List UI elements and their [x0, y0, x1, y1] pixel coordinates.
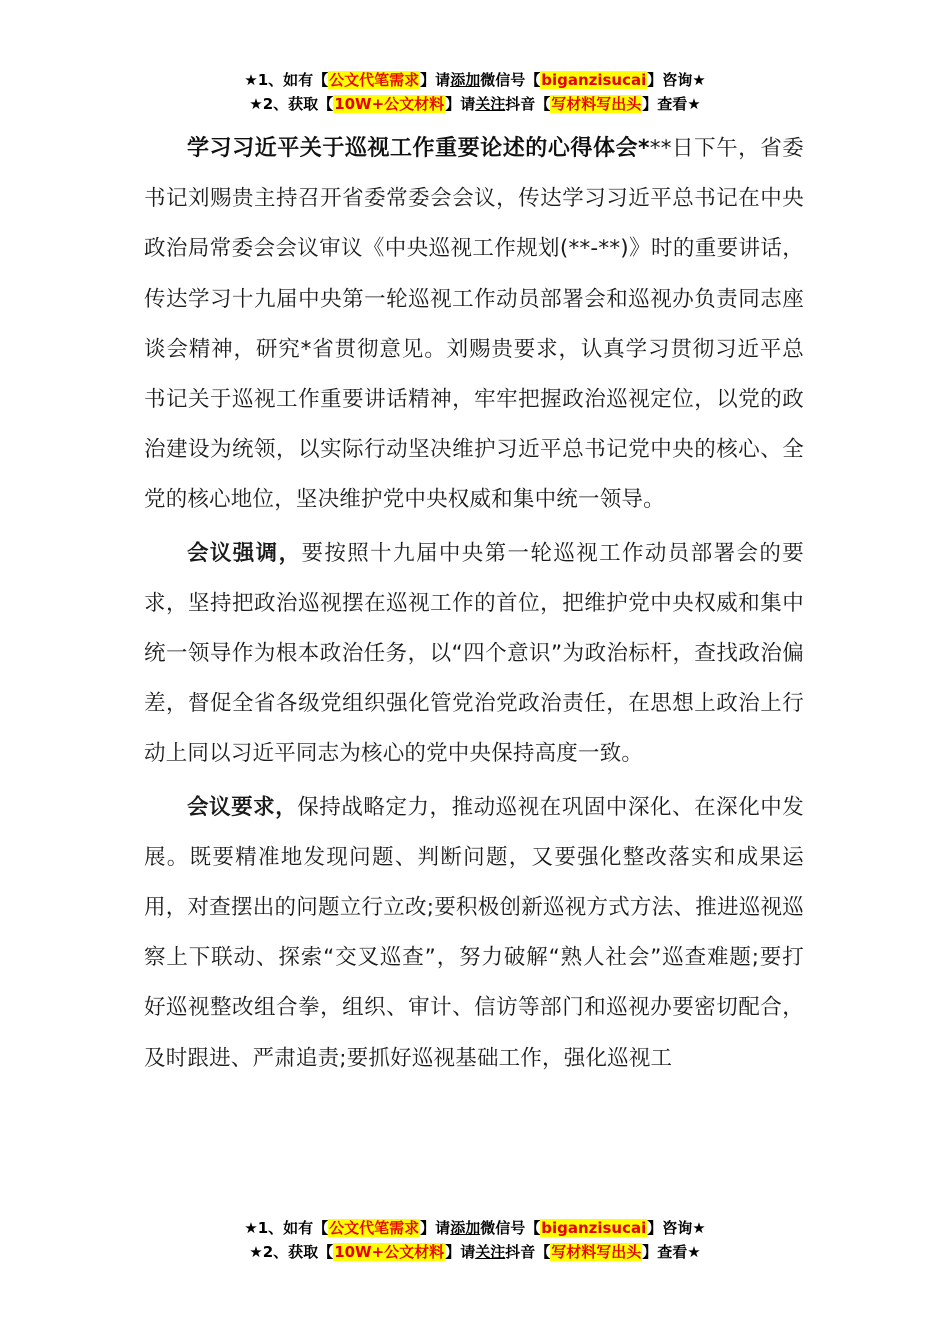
banner-text: 】请 [420, 71, 451, 89]
document-body [144, 124, 804, 1084]
banner-text: 微信号【 [480, 71, 541, 89]
banner-highlight-douyin-account: 写材料写出头 [551, 1243, 642, 1261]
banner-emphasis: 添加 [450, 71, 481, 89]
banner-text: 抖音【 [505, 1243, 551, 1261]
banner-text: 抖音【 [505, 95, 551, 113]
banner-emphasis: 关注 [475, 1243, 506, 1261]
banner-highlight-wechat-id: biganzisucai [541, 1219, 647, 1237]
banner-highlight-douyin-account: 写材料写出头 [551, 95, 642, 113]
banner-text: ★1、如有【 [244, 71, 329, 89]
banner-highlight-wechat-id: biganzisucai [541, 71, 647, 89]
banner-line-1 [0, 68, 950, 92]
paragraph-text: 保持战略定力，推动巡视在巩固中深化、在深化中发展。既要精准地发现问题、判断问题，又要强化整改落实和成果运用，对查摆出的问题立行立改;要积极创新巡视方式方法、推进巡视巡察上下联动、探索“交叉巡查”，努力破解“熟人社会”巡查难题;要打好巡视整改组合拳，组织、审计、信访等部门和巡视办要密切配合，及时跟进、严肃追责;要抓好巡视基础工作，强化巡视工 [144, 794, 804, 1071]
banner-line-2 [0, 92, 950, 116]
banner-text: 】咨询★ [647, 1219, 706, 1237]
paragraph-1 [144, 124, 804, 526]
header-banner [0, 68, 950, 116]
banner-text: 】请 [445, 1243, 476, 1261]
banner-text: 】查看★ [642, 1243, 701, 1261]
banner-text: ★2、获取【 [249, 95, 334, 113]
banner-text: 】查看★ [642, 95, 701, 113]
banner-text: 微信号【 [480, 1219, 541, 1237]
title-marker: * [638, 136, 650, 161]
banner-line-1 [0, 1216, 950, 1240]
banner-text: ★1、如有【 [244, 1219, 329, 1237]
banner-highlight: 公文代笔需求 [329, 1219, 420, 1237]
banner-highlight: 10W+公文材料 [334, 95, 445, 113]
banner-text: ★2、获取【 [249, 1243, 334, 1261]
paragraph-lead: 会议强调， [187, 540, 302, 566]
paragraph-text: **日下午，省委书记刘赐贵主持召开省委常委会会议，传达学习习近平总书记在中央政治局常委会会议审议《中央巡视工作规划(**-**)》时的重要讲话，传达学习十九届中央第一轮巡视工作动员部署会和巡视办负责同志座谈会精神，研究*省贯彻意见。刘赐贵要求，认真学习贯彻习近平总书记关于巡视工作重要讲话精神，牢牢把握政治巡视定位，以党的政治建设为统领，以实际行动坚决维护习近平总书记党中央的核心、全党的核心地位，坚决维护党中央权威和集中统一领导。 [144, 136, 804, 513]
banner-text: 】请 [445, 95, 476, 113]
paragraph-2 [144, 529, 804, 780]
paragraph-text: 要按照十九届中央第一轮巡视工作动员部署会的要求，坚持把政治巡视摆在巡视工作的首位，把维护党中央权威和集中统一领导作为根本政治任务，以“四个意识”为政治标杆，查找政治偏差，督促全省各级党组织强化管党治党政治责任，在思想上政治上行动上同以习近平同志为核心的党中央保持高度一致。 [144, 540, 804, 767]
banner-line-2 [0, 1240, 950, 1264]
document-title: 学习习近平关于巡视工作重要论述的心得体会 [187, 136, 639, 161]
banner-text: 】请 [420, 1219, 451, 1237]
banner-emphasis: 添加 [450, 1219, 481, 1237]
banner-text: 】咨询★ [647, 71, 706, 89]
paragraph-lead: 会议要求， [187, 794, 298, 820]
banner-highlight: 公文代笔需求 [329, 71, 420, 89]
paragraph-3 [144, 783, 804, 1084]
banner-highlight: 10W+公文材料 [334, 1243, 445, 1261]
banner-emphasis: 关注 [475, 95, 506, 113]
footer-banner [0, 1216, 950, 1264]
